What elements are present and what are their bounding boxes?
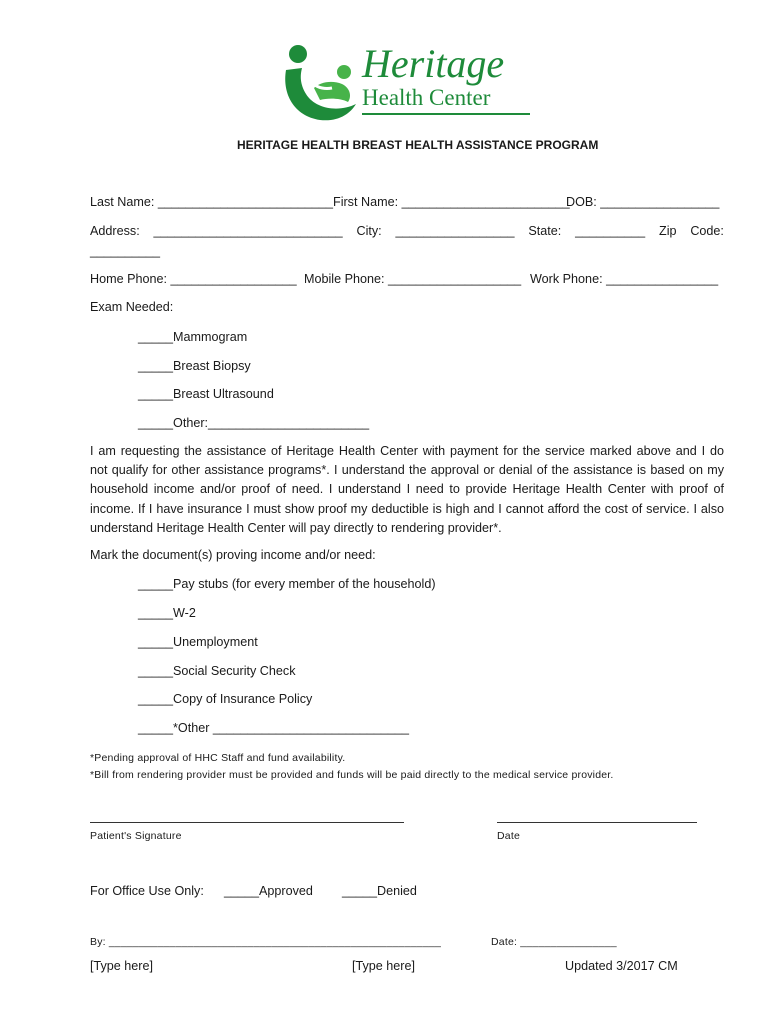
form-title: HERITAGE HEALTH BREAST HEALTH ASSISTANCE PROGRAM	[237, 138, 599, 152]
exam-option-breast-biopsy[interactable]: _____Breast Biopsy	[138, 359, 251, 373]
state-field[interactable]: __________	[575, 224, 646, 238]
state-label: State:	[528, 224, 562, 238]
assistance-statement	[90, 442, 724, 538]
office-denied-option[interactable]: _____Denied	[342, 884, 417, 898]
office-approved-option[interactable]: _____Approved	[224, 884, 313, 898]
dob-field[interactable]: DOB: _________________	[566, 195, 720, 209]
patient-signature-label: Patient's Signature	[90, 830, 182, 842]
last-name-field[interactable]: Last Name: _________________________	[90, 195, 333, 209]
signature-date-line[interactable]	[497, 822, 697, 823]
doc-option-other[interactable]: _____*Other ____________________________	[138, 721, 410, 735]
statement-line: not qualify for other assistance programs*. I understand the approval or denial of the assistance is based on my	[90, 463, 724, 478]
patient-signature-line[interactable]	[90, 822, 404, 823]
city-field[interactable]: _________________	[395, 224, 515, 238]
footnote-pending-approval: *Pending approval of HHC Staff and fund availability.	[90, 752, 346, 764]
office-date-field[interactable]: Date: ________________	[491, 936, 617, 948]
mobile-phone-field[interactable]: Mobile Phone: ___________________	[304, 272, 522, 286]
logo-subtitle-text: Health Center	[362, 85, 491, 110]
doc-option-unemployment[interactable]: _____Unemployment	[138, 635, 258, 649]
doc-option-w2[interactable]: _____W-2	[138, 606, 196, 620]
address-label: Address:	[90, 224, 140, 238]
footer-left-placeholder: [Type here]	[90, 959, 154, 973]
city-label: City:	[356, 224, 382, 238]
doc-option-insurance-policy[interactable]: _____Copy of Insurance Policy	[138, 692, 313, 706]
footnote-bill-provider: *Bill from rendering provider must be provided and funds will be paid directly to the medical service provider.	[90, 769, 614, 781]
logo-underline	[362, 113, 530, 115]
address-row	[90, 224, 724, 238]
address-field[interactable]: ___________________________	[153, 224, 343, 238]
exam-option-mammogram[interactable]: _____Mammogram	[138, 330, 248, 344]
zip-label: Zip	[659, 224, 677, 238]
zip-code-field[interactable]: __________	[90, 244, 161, 258]
office-use-label: For Office Use Only:	[90, 884, 204, 898]
statement-line: I am requesting the assistance of Heritage Health Center with payment for the service marked above and I do	[90, 444, 724, 458]
heritage-health-center-logo	[280, 42, 540, 124]
doc-option-social-security[interactable]: _____Social Security Check	[138, 664, 296, 678]
exam-option-breast-ultrasound[interactable]: _____Breast Ultrasound	[138, 387, 274, 401]
doc-option-pay-stubs[interactable]: _____Pay stubs (for every member of the household)	[138, 577, 436, 591]
logo-figures-icon	[280, 42, 362, 124]
office-by-field[interactable]: By: _______________________________________________________	[90, 936, 442, 948]
footer-updated-note: Updated 3/2017 CM	[565, 959, 678, 973]
logo-script-text: Heritage	[362, 41, 505, 86]
documents-heading: Mark the document(s) proving income and/or need:	[90, 548, 376, 562]
exam-option-other[interactable]: _____Other:_______________________	[138, 416, 370, 430]
statement-line: understand Heritage Health Center will pay directly to rendering provider*.	[90, 520, 502, 535]
home-phone-field[interactable]: Home Phone: __________________	[90, 272, 297, 286]
signature-date-label: Date	[497, 830, 520, 842]
statement-line: income. If I have insurance I must show proof my deductible is high and I cannot afford the cost of service. I also	[90, 501, 724, 516]
work-phone-field[interactable]: Work Phone: ________________	[530, 272, 719, 286]
statement-line: household income and/or proof of need. I understand I need to provide Heritage Health Center with proof of	[90, 482, 724, 497]
code-label: Code:	[690, 224, 724, 238]
first-name-field[interactable]: First Name: ________________________	[333, 195, 570, 209]
footer-center-placeholder: [Type here]	[352, 959, 416, 973]
exam-needed-heading: Exam Needed:	[90, 300, 174, 314]
